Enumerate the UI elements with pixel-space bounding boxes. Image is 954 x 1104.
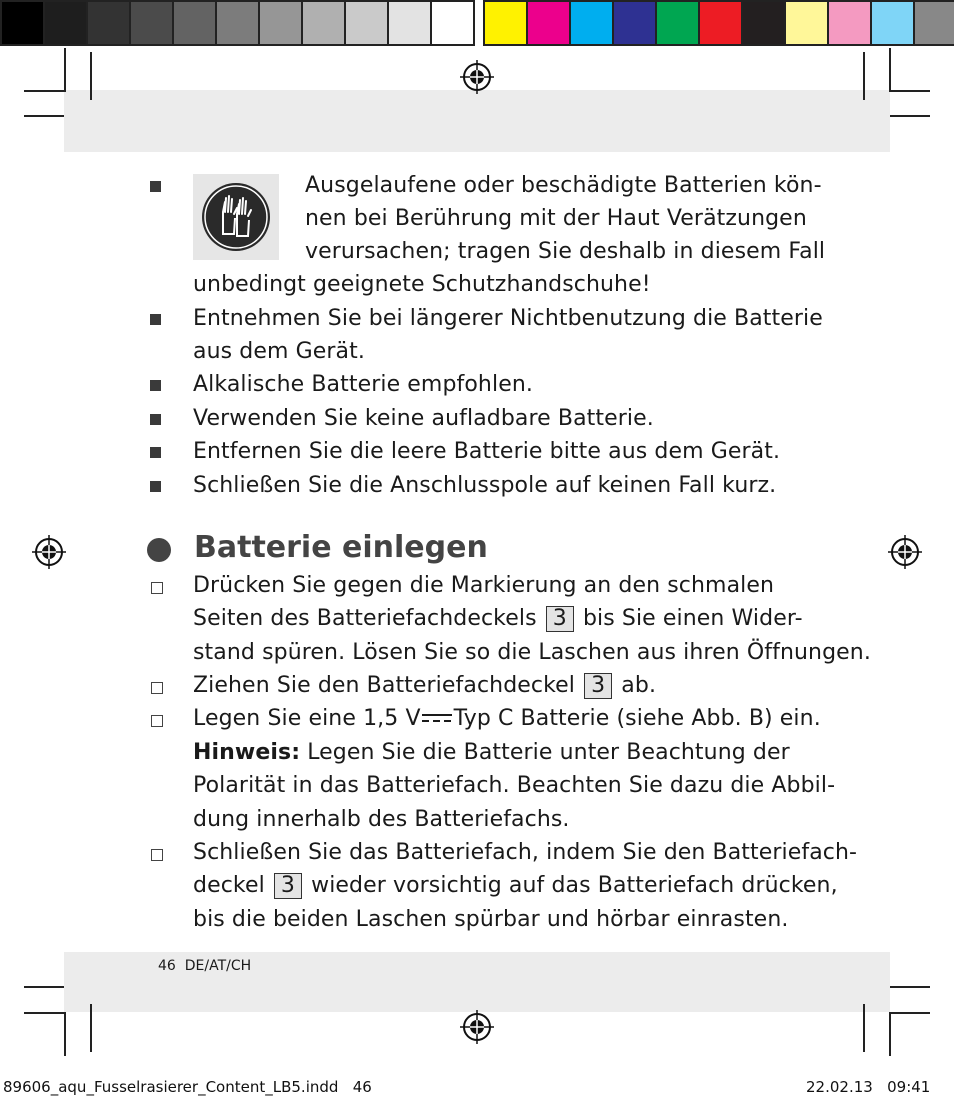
gray-swatch — [86, 0, 129, 46]
hint-text: dung innerhalb des Batteriefachs. — [193, 807, 570, 832]
step-text — [193, 672, 656, 700]
heading-bullet — [147, 538, 171, 562]
registration-mark-icon — [32, 535, 66, 569]
color-swatch — [483, 0, 526, 46]
gray-swatch — [344, 0, 387, 46]
bullet-square — [150, 181, 161, 192]
registration-mark-icon — [888, 535, 922, 569]
crop-mark — [64, 48, 66, 92]
gray-swatch — [43, 0, 86, 46]
bullet-square — [150, 414, 161, 425]
registration-mark-icon — [460, 1010, 494, 1044]
step-checkbox — [151, 715, 163, 727]
gloves-icon — [193, 174, 279, 260]
slug-time: 09:41 — [887, 1078, 931, 1096]
crop-mark — [890, 115, 930, 117]
hint-text-part: Legen Sie die Batterie unter Beachtung der — [307, 740, 790, 765]
crop-mark — [890, 986, 930, 988]
region-label: DE/AT/CH — [184, 958, 252, 974]
bullet-square — [150, 481, 161, 492]
color-swatch — [698, 0, 741, 46]
warning-text: unbedingt geeignete Schutzhandschuhe! — [193, 272, 651, 297]
color-swatch — [827, 0, 870, 46]
crop-mark — [90, 1004, 92, 1052]
step-text-part: ab. — [621, 673, 657, 698]
warning-text: verursachen; tragen Sie deshalb in diesem Fall — [305, 239, 826, 264]
color-swatch — [870, 0, 913, 46]
crop-mark — [863, 1004, 865, 1052]
hint-label: Hinweis: — [193, 740, 301, 765]
color-swatch — [612, 0, 655, 46]
slug-filename: 89606_aqu_Fusselrasierer_Content_LB5.indd — [3, 1078, 339, 1096]
gray-swatch — [258, 0, 301, 46]
crop-mark — [890, 90, 930, 92]
step-checkbox — [151, 849, 163, 861]
gray-swatch — [129, 0, 172, 46]
color-swatch — [913, 0, 954, 46]
crop-mark — [24, 115, 64, 117]
bullet-square — [150, 447, 161, 458]
warning-text: nen bei Berührung mit der Haut Verätzungen — [305, 206, 807, 231]
step-text-part: deckel — [193, 873, 265, 898]
warning-text: Ausgelaufene oder beschädigte Batterien kön- — [305, 173, 822, 198]
step-text: stand spüren. Lösen Sie so die Laschen aus ihren Öffnungen. — [193, 640, 871, 665]
slug-file — [3, 1078, 372, 1096]
warning-text: Verwenden Sie keine aufladbare Batterie. — [193, 406, 654, 431]
step-text: Schließen Sie das Batteriefach, indem Sie den Batteriefach- — [193, 840, 858, 865]
step-text: Drücken Sie gegen die Markierung an den schmalen — [193, 573, 775, 598]
part-reference: 3 — [274, 873, 302, 899]
dc-voltage-icon — [422, 712, 452, 726]
registration-mark-icon — [460, 60, 494, 94]
slug-datetime — [806, 1078, 930, 1096]
crop-mark — [863, 52, 865, 100]
slug-page: 46 — [352, 1078, 372, 1096]
section-heading: Batterie einlegen — [194, 530, 488, 565]
crop-mark — [889, 1012, 891, 1056]
page-footer — [158, 958, 251, 974]
step-text-part: Seiten des Batteriefachdeckels — [193, 606, 537, 631]
crop-mark — [24, 90, 64, 92]
gray-swatch — [0, 0, 43, 46]
step-text-part: Legen Sie eine 1,5 V — [193, 706, 421, 731]
color-swatch — [569, 0, 612, 46]
color-swatch — [741, 0, 784, 46]
gray-swatch — [430, 0, 475, 46]
gray-swatch — [301, 0, 344, 46]
gray-swatch — [172, 0, 215, 46]
bullet-square — [150, 380, 161, 391]
hint-text — [193, 739, 790, 767]
hint-text: Polarität in das Batteriefach. Beachten Sie dazu die Abbil- — [193, 773, 836, 798]
step-checkbox — [151, 582, 163, 594]
step-text-part: Typ C Batterie (siehe Abb. B) ein. — [453, 706, 821, 731]
part-reference: 3 — [546, 606, 574, 632]
color-swatch — [655, 0, 698, 46]
page-number: 46 — [158, 958, 176, 974]
step-text — [193, 705, 821, 733]
slug-date: 22.02.13 — [806, 1078, 873, 1096]
step-text — [193, 605, 803, 633]
gray-swatch — [387, 0, 430, 46]
step-text-part: bis Sie einen Wider- — [582, 606, 803, 631]
color-swatch — [526, 0, 569, 46]
step-text: bis die beiden Laschen spürbar und hörbar einrasten. — [193, 907, 789, 932]
warning-text: Entfernen Sie die leere Batterie bitte aus dem Gerät. — [193, 439, 781, 464]
warning-text: aus dem Gerät. — [193, 339, 365, 364]
step-checkbox — [151, 682, 163, 694]
crop-mark — [24, 986, 64, 988]
grayscale-calibration-bar — [0, 0, 475, 46]
crop-mark — [64, 1012, 66, 1056]
part-reference: 3 — [584, 673, 612, 699]
bullet-square — [150, 314, 161, 325]
warning-text: Alkalische Batterie empfohlen. — [193, 372, 533, 397]
color-swatch — [784, 0, 827, 46]
warning-text: Entnehmen Sie bei längerer Nichtbenutzung die Batterie — [193, 306, 823, 331]
crop-mark — [890, 1012, 930, 1014]
header-band — [64, 90, 890, 152]
step-text-part: wieder vorsichtig auf das Batteriefach drücken, — [311, 873, 838, 898]
step-text — [193, 872, 838, 900]
crop-mark — [24, 1012, 64, 1014]
warning-text: Schließen Sie die Anschlusspole auf keinen Fall kurz. — [193, 473, 777, 498]
gray-swatch — [215, 0, 258, 46]
color-calibration-bar — [483, 0, 954, 46]
crop-mark — [889, 48, 891, 92]
step-text-part: Ziehen Sie den Batteriefachdeckel — [193, 673, 575, 698]
crop-mark — [90, 52, 92, 100]
